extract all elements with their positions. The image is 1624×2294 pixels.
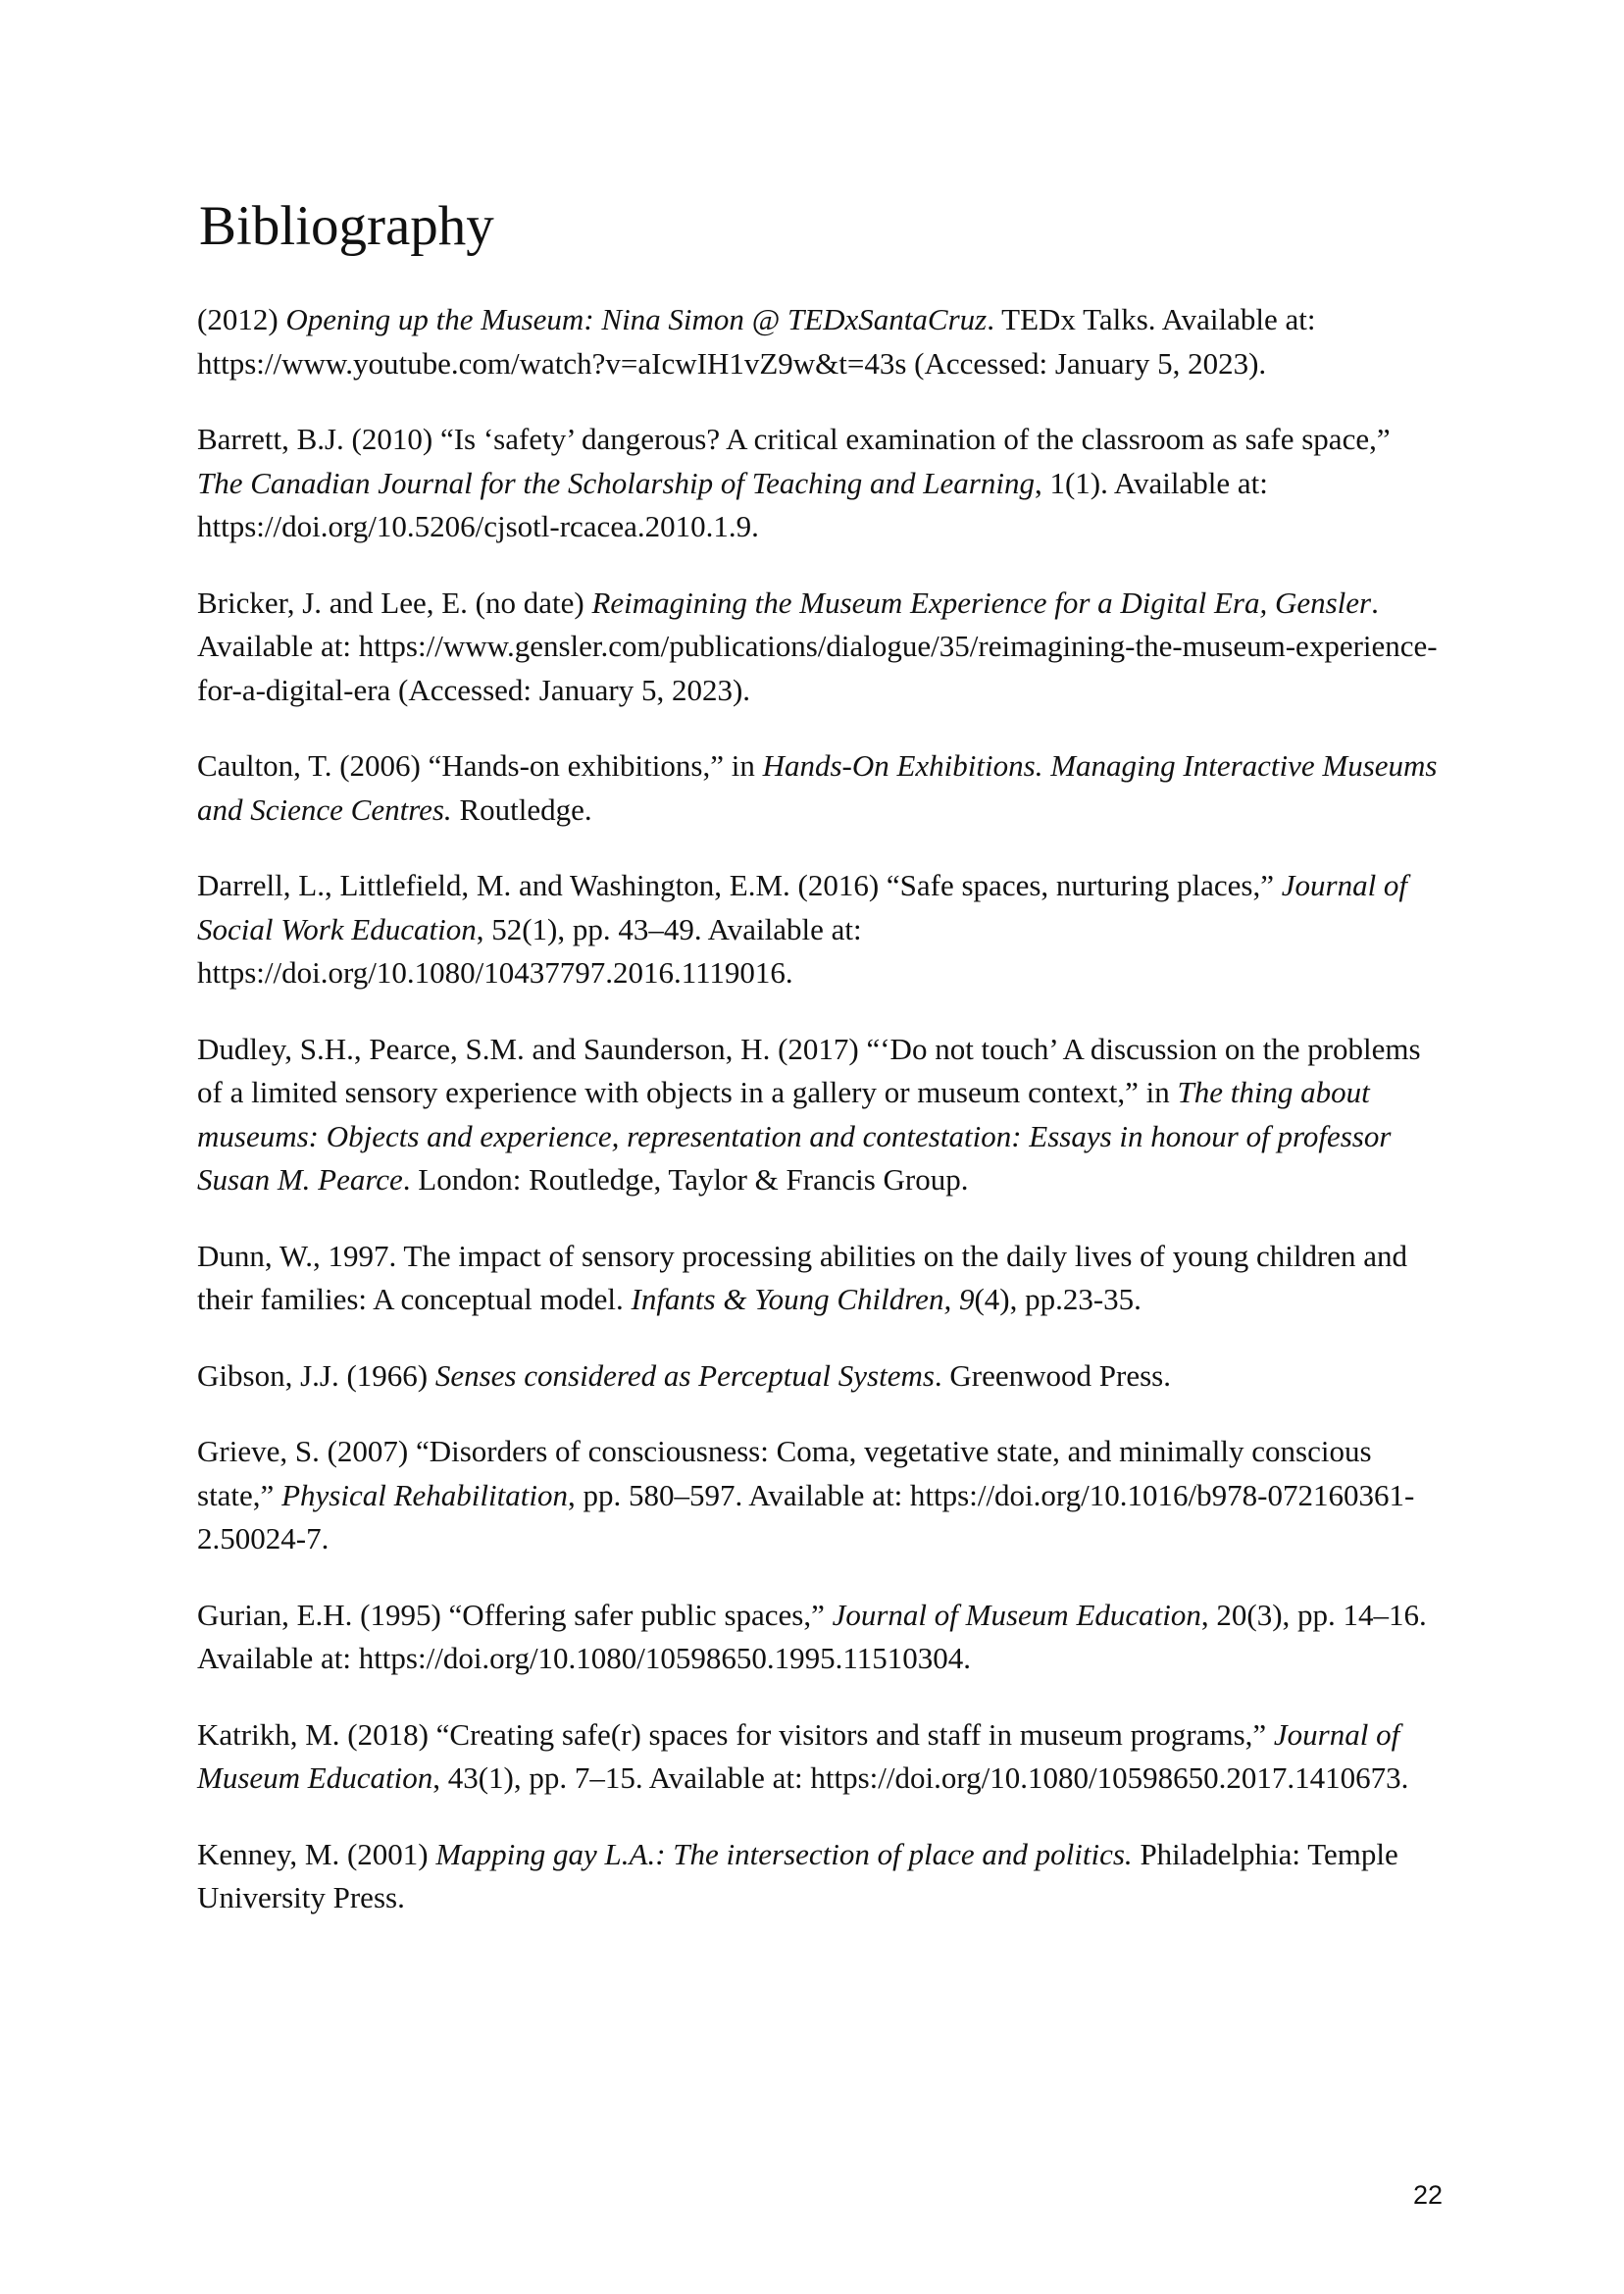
entry-text: Gibson, J.J. (1966) (197, 1357, 435, 1393)
entry-text: , 1(1). Available at: https://doi.org/10.5206/cjsotl-rcacea.2010.1.9. (197, 465, 1268, 543)
entry-text: . Greenwood Press. (934, 1357, 1171, 1393)
entry-title: Physical Rehabilitation (281, 1477, 568, 1512)
bibliography-entry (197, 1430, 1439, 1561)
entry-text: Katrikh, M. (2018) “Creating safe(r) spaces for visitors and staff in museum programs,” (197, 1716, 1274, 1752)
entry-text: Philadelphia: Temple University Press. (197, 1836, 1398, 1914)
entry-text: , 43(1), pp. 7–15. Available at: https://doi.org/10.1080/10598650.2017.1410673. (432, 1760, 1409, 1795)
entry-text: , 52(1), pp. 43–49. Available at: https://doi.org/10.1080/10437797.2016.1119016. (197, 911, 862, 990)
bibliography-entry (197, 864, 1439, 995)
page-number: 22 (1412, 2180, 1443, 2210)
bibliography-entry (197, 1028, 1439, 1202)
entry-text: Bricker, J. and Lee, E. (no date) (197, 585, 592, 620)
bibliography-entry (197, 1833, 1439, 1920)
entry-text: Kenney, M. (2001) (197, 1836, 436, 1871)
entry-title: Reimagining the Museum Experience for a Digital Era, Gensler (591, 585, 1372, 620)
entry-text: Gurian, E.H. (1995) “Offering safer public spaces,” (197, 1597, 833, 1632)
entry-title: The thing about museums: Objects and experience, representation and contestation: Essays in honour of professor Susan M. Pearce (197, 1075, 1392, 1197)
bibliography-list (197, 298, 1439, 1953)
entry-title: Opening up the Museum: Nina Simon @ TEDxSantaCruz (285, 302, 988, 336)
bibliography-entry (197, 418, 1439, 549)
entry-title: Hands-On Exhibitions. Managing Interactive Museums and Science Centres. (197, 748, 1438, 827)
entry-text: Dunn, W., 1997. The impact of sensory processing abilities on the daily lives of young children and their families: A conceptual model. (197, 1238, 1408, 1316)
entry-text: , pp. 580–597. Available at: https://doi.org/10.1016/b978-072160361-2.50024-7. (197, 1477, 1415, 1555)
entry-title: Journal of Museum Education (197, 1716, 1400, 1795)
entry-text: Routledge. (451, 791, 592, 827)
entry-text: . Available at: https://www.gensler.com/publications/dialogue/35/reimagining-the-museum-experience-for-a-digital-era (Accessed: January 5, 2023). (197, 585, 1438, 707)
entry-title: Senses considered as Perceptual Systems (434, 1357, 935, 1393)
entry-text: . London: Routledge, Taylor & Francis Group. (402, 1162, 969, 1197)
entry-text: Caulton, T. (2006) “Hands-on exhibitions,” in (197, 748, 763, 783)
entry-text: . TEDx Talks. Available at: https://www.youtube.com/watch?v=aIcwIH1vZ9w&t=43s (Accessed: January 5, 2023). (197, 302, 1316, 381)
entry-text: (4), pp.23-35. (974, 1282, 1142, 1316)
bibliography-entry (197, 744, 1439, 832)
entry-text: (2012) (197, 302, 286, 336)
entry-title: Journal of Social Work Education (197, 868, 1408, 946)
bibliography-entry (197, 298, 1439, 385)
entry-title: The Canadian Journal for the Scholarship of Teaching and Learning (197, 465, 1035, 500)
page-title: Bibliography (199, 195, 494, 257)
entry-title: Journal of Museum Education (832, 1597, 1201, 1632)
entry-text: Barrett, B.J. (2010) “Is ‘safety’ dangerous? A critical examination of the classroom as safe space,” (197, 422, 1391, 456)
bibliography-entry (197, 1713, 1439, 1801)
entry-text: Darrell, L., Littlefield, M. and Washington, E.M. (2016) “Safe spaces, nurturing places,” (197, 868, 1282, 902)
entry-text: , 20(3), pp. 14–16. Available at: https://doi.org/10.1080/10598650.1995.11510304. (197, 1597, 1427, 1675)
bibliography-entry (197, 1594, 1439, 1681)
bibliography-entry (197, 1235, 1439, 1322)
bibliography-entry (197, 1354, 1439, 1399)
entry-title: Infants & Young Children, 9 (631, 1282, 975, 1316)
entry-text: Dudley, S.H., Pearce, S.M. and Saunderson, H. (2017) “‘Do not touch’ A discussion on the problems of a limited sensory experience with objects in a gallery or museum context,” in (197, 1031, 1421, 1109)
bibliography-entry (197, 582, 1439, 713)
entry-text: Grieve, S. (2007) “Disorders of consciousness: Coma, vegetative state, and minimally conscious state,” (197, 1434, 1372, 1512)
entry-title: Mapping gay L.A.: The intersection of place and politics. (435, 1836, 1133, 1871)
